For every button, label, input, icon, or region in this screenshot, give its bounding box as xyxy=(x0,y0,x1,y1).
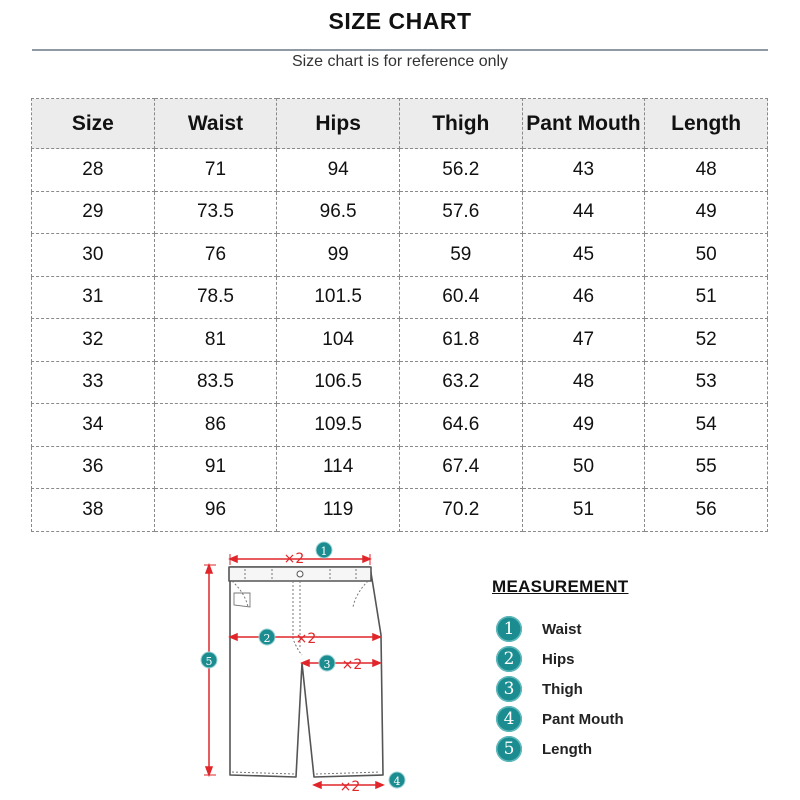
pant-mouth-multiplier-label: ×2 xyxy=(339,779,361,795)
cell-length: 56 xyxy=(645,489,768,532)
cell-size: 33 xyxy=(32,361,155,404)
page-title: SIZE CHART xyxy=(328,8,472,34)
number-1-icon: 1 xyxy=(496,616,522,642)
cell-waist: 96 xyxy=(154,489,277,532)
cell-thigh: 59 xyxy=(399,234,522,277)
cell-waist: 71 xyxy=(154,149,277,192)
cell-thigh: 67.4 xyxy=(399,446,522,489)
cell-length: 54 xyxy=(645,404,768,447)
cell-pant-mouth: 49 xyxy=(522,404,645,447)
cell-length: 53 xyxy=(645,361,768,404)
marker-2 xyxy=(259,629,275,645)
cell-thigh: 64.6 xyxy=(399,404,522,447)
table-row xyxy=(32,446,768,489)
cell-size: 31 xyxy=(32,276,155,319)
cell-size: 30 xyxy=(32,234,155,277)
cell-size: 38 xyxy=(32,489,155,532)
cell-waist: 78.5 xyxy=(154,276,277,319)
cell-size: 32 xyxy=(32,319,155,362)
cell-length: 49 xyxy=(645,191,768,234)
column-header-thigh: Thigh xyxy=(399,99,522,149)
cell-hips: 114 xyxy=(277,446,400,489)
waist-multiplier-label: ×2 xyxy=(283,551,305,567)
cell-pant-mouth: 51 xyxy=(522,489,645,532)
cell-waist: 76 xyxy=(154,234,277,277)
cell-waist: 91 xyxy=(154,446,277,489)
measurement-title: MEASUREMENT xyxy=(492,577,629,596)
cell-length: 51 xyxy=(645,276,768,319)
cell-hips: 96.5 xyxy=(277,191,400,234)
cell-size: 28 xyxy=(32,149,155,192)
cell-pant-mouth: 45 xyxy=(522,234,645,277)
legend-item-pant-mouth xyxy=(496,706,624,732)
number-4-icon: 4 xyxy=(496,706,522,732)
cell-hips: 94 xyxy=(277,149,400,192)
legend-item-thigh xyxy=(496,676,583,702)
cell-pant-mouth: 46 xyxy=(522,276,645,319)
waist-button-icon xyxy=(297,571,303,577)
cell-length: 50 xyxy=(645,234,768,277)
column-header-pant-mouth: Pant Mouth xyxy=(522,99,645,149)
legend-label-waist: Waist xyxy=(542,620,582,638)
cell-hips: 109.5 xyxy=(277,404,400,447)
column-header-size: Size xyxy=(32,99,155,149)
cell-waist: 86 xyxy=(154,404,277,447)
cell-waist: 73.5 xyxy=(154,191,277,234)
cell-thigh: 63.2 xyxy=(399,361,522,404)
svg-text:1: 1 xyxy=(320,545,328,558)
cell-hips: 106.5 xyxy=(277,361,400,404)
cell-thigh: 56.2 xyxy=(399,149,522,192)
marker-1 xyxy=(316,542,332,558)
marker-4 xyxy=(389,772,405,788)
thigh-multiplier-label: ×2 xyxy=(341,657,363,673)
cell-waist: 83.5 xyxy=(154,361,277,404)
hips-multiplier-label: ×2 xyxy=(295,631,317,647)
table-row xyxy=(32,276,768,319)
cell-hips: 119 xyxy=(277,489,400,532)
number-5-icon: 5 xyxy=(496,736,522,762)
table-row xyxy=(32,149,768,192)
cell-thigh: 57.6 xyxy=(399,191,522,234)
title-divider xyxy=(32,49,768,51)
pants-measurement-diagram xyxy=(190,535,430,795)
svg-text:2: 2 xyxy=(263,632,271,645)
legend-label-pant-mouth: Pant Mouth xyxy=(542,710,624,728)
cell-length: 48 xyxy=(645,149,768,192)
legend-item-length xyxy=(496,736,592,762)
svg-text:3: 3 xyxy=(323,658,331,671)
cell-thigh: 70.2 xyxy=(399,489,522,532)
size-table xyxy=(31,98,768,532)
table-row xyxy=(32,489,768,532)
column-header-hips: Hips xyxy=(277,99,400,149)
table-row xyxy=(32,404,768,447)
column-header-length: Length xyxy=(645,99,768,149)
marker-5 xyxy=(201,652,217,668)
cell-hips: 104 xyxy=(277,319,400,362)
legend-label-length: Length xyxy=(542,740,592,758)
table-row xyxy=(32,319,768,362)
svg-text:5: 5 xyxy=(205,655,213,668)
cell-length: 52 xyxy=(645,319,768,362)
legend-item-hips xyxy=(496,646,575,672)
table-header-row xyxy=(32,99,768,149)
cell-length: 55 xyxy=(645,446,768,489)
legend-label-hips: Hips xyxy=(542,650,575,668)
page-subtitle: Size chart is for reference only xyxy=(291,53,509,70)
cell-thigh: 61.8 xyxy=(399,319,522,362)
legend-item-waist xyxy=(496,616,581,642)
cell-hips: 99 xyxy=(277,234,400,277)
cell-thigh: 60.4 xyxy=(399,276,522,319)
cell-size: 29 xyxy=(32,191,155,234)
table-row xyxy=(32,191,768,234)
cell-pant-mouth: 43 xyxy=(522,149,645,192)
number-3-icon: 3 xyxy=(496,676,522,702)
cell-pant-mouth: 48 xyxy=(522,361,645,404)
cell-waist: 81 xyxy=(154,319,277,362)
table-row xyxy=(32,234,768,277)
number-2-icon: 2 xyxy=(496,646,522,672)
cell-pant-mouth: 44 xyxy=(522,191,645,234)
cell-size: 34 xyxy=(32,404,155,447)
column-header-waist: Waist xyxy=(154,99,277,149)
cell-hips: 101.5 xyxy=(277,276,400,319)
table-row xyxy=(32,361,768,404)
svg-text:4: 4 xyxy=(393,775,401,788)
cell-pant-mouth: 50 xyxy=(522,446,645,489)
cell-pant-mouth: 47 xyxy=(522,319,645,362)
cell-size: 36 xyxy=(32,446,155,489)
marker-3 xyxy=(319,655,335,671)
legend-label-thigh: Thigh xyxy=(542,680,583,698)
